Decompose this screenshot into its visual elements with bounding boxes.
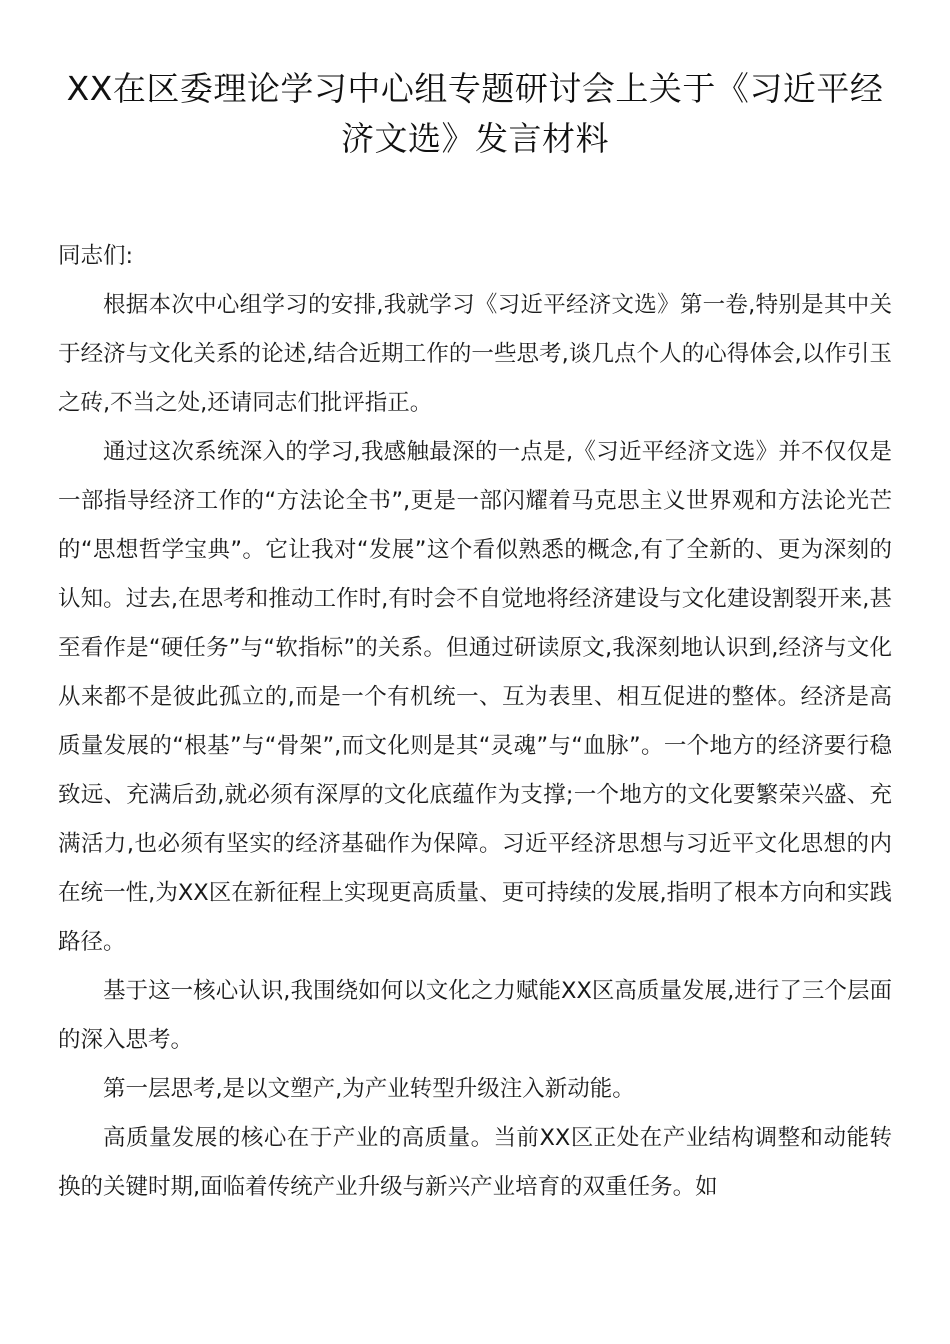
paragraph: 基于这一核心认识,我围绕如何以文化之力赋能XX区高质量发展,进行了三个层面的深入思考。 <box>58 978 892 1053</box>
paragraph: 第一层思考,是以文塑产,为产业转型升级注入新动能。 <box>103 1076 635 1102</box>
paragraph: 根据本次中心组学习的安排,我就学习《习近平经济文选》第一卷,特别是其中关于经济与文化关系的论述,结合近期工作的一些思考,谈几点个人的心得体会,以作引玉之砖,不当之处,还请同志们批评指正。 <box>58 292 892 416</box>
paragraph: 高质量发展的核心在于产业的高质量。当前XX区正处在产业结构调整和动能转换的关键时期,面临着传统产业升级与新兴产业培育的双重任务。如 <box>58 1125 892 1200</box>
paragraph: 通过这次系统深入的学习,我感触最深的一点是,《习近平经济文选》并不仅仅是一部指导经济工作的“方法论全书”,更是一部闪耀着马克思主义世界观和方法论光芒的“思想哲学宝典”。它让我对“发展”这个看似熟悉的概念,有了全新的、更为深刻的认知。过去,在思考和推动工作时,有时会不自觉地将经济建设与文化建设割裂开来,甚至看作是“硬任务”与“软指标”的关系。但通过研读原文,我深刻地认识到,经济与文化从来都不是彼此孤立的,而是一个有机统一、互为表里、相互促进的整体。经济是高质量发展的“根基”与“骨架”,而文化则是其“灵魂”与“血脉”。一个地方的经济要行稳致远、充满后劲,就必须有深厚的文化底蕴作为支撑;一个地方的文化要繁荣兴盛、充满活力,也必须有坚实的经济基础作为保障。习近平经济思想与习近平文化思想的内在统一性,为XX区在新征程上实现更高质量、更可持续的发展,指明了根本方向和实践路径。 <box>58 439 892 955</box>
document-body <box>58 232 892 1212</box>
salutation: 同志们: <box>58 243 134 269</box>
document-title: XX在区委理论学习中心组专题研讨会上关于《习近平经济文选》发言材料 <box>66 69 884 158</box>
